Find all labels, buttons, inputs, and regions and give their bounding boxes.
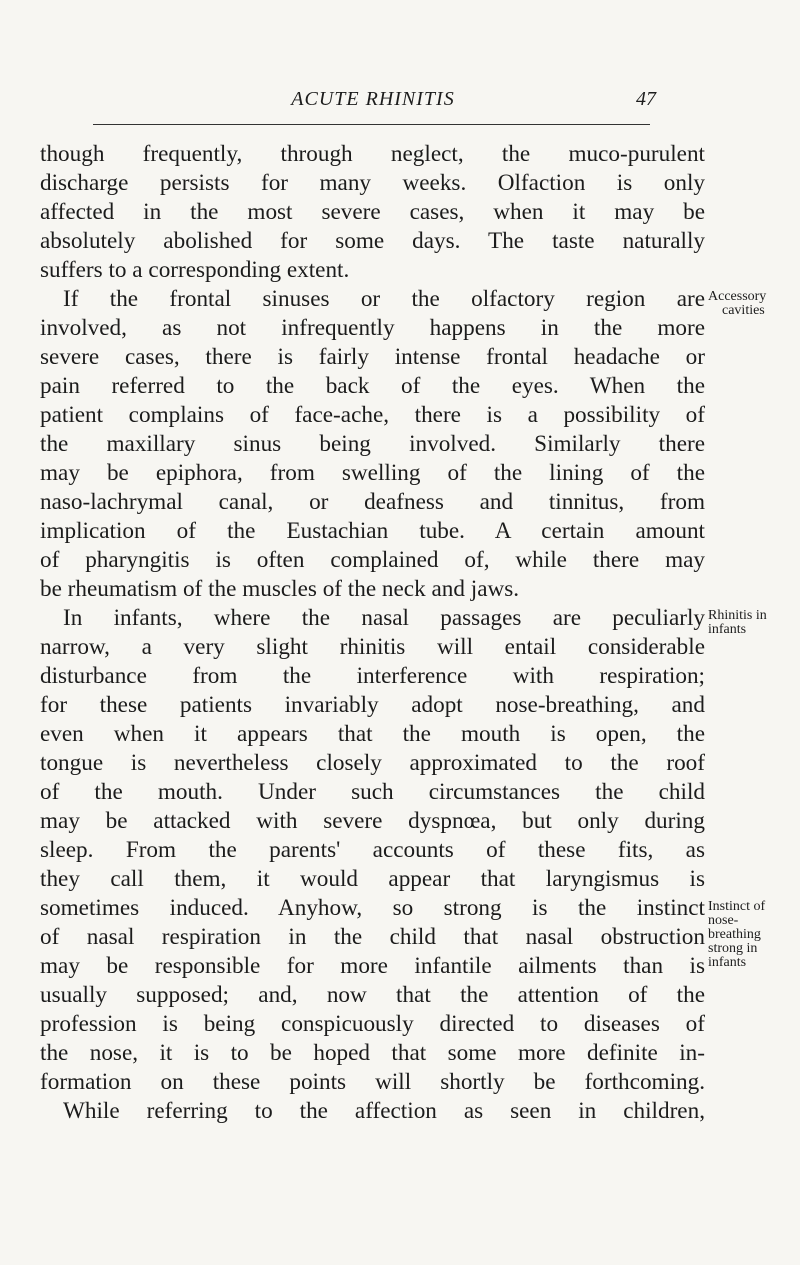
text-line: implication of the Eustachian tube. A certain amount xyxy=(40,518,705,544)
text-line: tongue is nevertheless closely approximated to the roof xyxy=(40,750,705,776)
text-line: of nasal respiration in the child that nasal obstruction xyxy=(40,924,705,950)
page-header xyxy=(40,88,706,118)
margin-note-line: cavities xyxy=(722,303,765,318)
text-line: severe cases, there is fairly intense frontal headache or xyxy=(40,344,705,370)
margin-note-accessory-cavities xyxy=(708,290,800,318)
text-line: involved, as not infrequently happens in the more xyxy=(40,315,705,341)
text-line: sleep. From the parents' accounts of these fits, as xyxy=(40,837,705,863)
text-line: absolutely abolished for some days. The taste naturally xyxy=(40,228,705,254)
text-line: though frequently, through neglect, the muco-purulent xyxy=(40,141,705,167)
text-line: may be responsible for more infantile ailments than is xyxy=(40,953,705,979)
header-rule xyxy=(93,124,650,125)
text-line: pain referred to the back of the eyes. When the xyxy=(40,373,705,399)
margin-note-line: infants xyxy=(708,955,747,970)
margin-note-line: Instinct of xyxy=(708,899,766,914)
margin-note-line: breathing xyxy=(708,927,761,942)
margin-note-line: Rhinitis in xyxy=(708,608,767,623)
text-line: they call them, it would appear that laryngismus is xyxy=(40,866,705,892)
text-line: While referring to the affection as seen in children, xyxy=(63,1098,705,1124)
margin-note-line: strong in xyxy=(708,941,758,956)
text-line: usually supposed; and, now that the attention of the xyxy=(40,982,705,1008)
text-line: If the frontal sinuses or the olfactory region are xyxy=(63,286,705,312)
margin-note-line: infants xyxy=(708,622,747,637)
margin-note-line: Accessory xyxy=(708,289,767,304)
text-line: In infants, where the nasal passages are peculiarly xyxy=(63,605,705,631)
text-line: discharge persists for many weeks. Olfaction is only xyxy=(40,170,705,196)
text-line: for these patients invariably adopt nose-breathing, and xyxy=(40,692,705,718)
text-line: may be epiphora, from swelling of the lining of the xyxy=(40,460,705,486)
text-line: profession is being conspicuously directed to diseases of xyxy=(40,1011,705,1037)
text-line: of the mouth. Under such circumstances the child xyxy=(40,779,705,805)
text-line: affected in the most severe cases, when it may be xyxy=(40,199,705,225)
text-line: sometimes induced. Anyhow, so strong is the instinct xyxy=(40,895,705,921)
text-line: patient complains of face-ache, there is a possibility of xyxy=(40,402,705,428)
page-number: 47 xyxy=(636,88,656,110)
text-line: the maxillary sinus being involved. Similarly there xyxy=(40,431,705,457)
running-title: ACUTE RHINITIS xyxy=(291,88,455,110)
text-line: suffers to a corresponding extent. xyxy=(40,257,350,283)
text-line: even when it appears that the mouth is open, the xyxy=(40,721,705,747)
text-line: be rheumatism of the muscles of the neck and jaws. xyxy=(40,576,520,602)
text-line: naso-lachrymal canal, or deafness and tinnitus, from xyxy=(40,489,705,515)
text-line: of pharyngitis is often complained of, while there may xyxy=(40,547,705,573)
margin-note-rhinitis-in-infants xyxy=(708,609,800,637)
text-line: formation on these points will shortly be forthcoming. xyxy=(40,1069,705,1095)
text-line: may be attacked with severe dyspnœa, but only during xyxy=(40,808,705,834)
margin-note-instinct-of-nose-breathing xyxy=(708,900,800,970)
text-line: the nose, it is to be hoped that some more definite in- xyxy=(40,1040,705,1066)
text-line: narrow, a very slight rhinitis will entail considerable xyxy=(40,634,705,660)
text-line: disturbance from the interference with respiration; xyxy=(40,663,705,689)
margin-note-line: nose- xyxy=(708,913,739,928)
